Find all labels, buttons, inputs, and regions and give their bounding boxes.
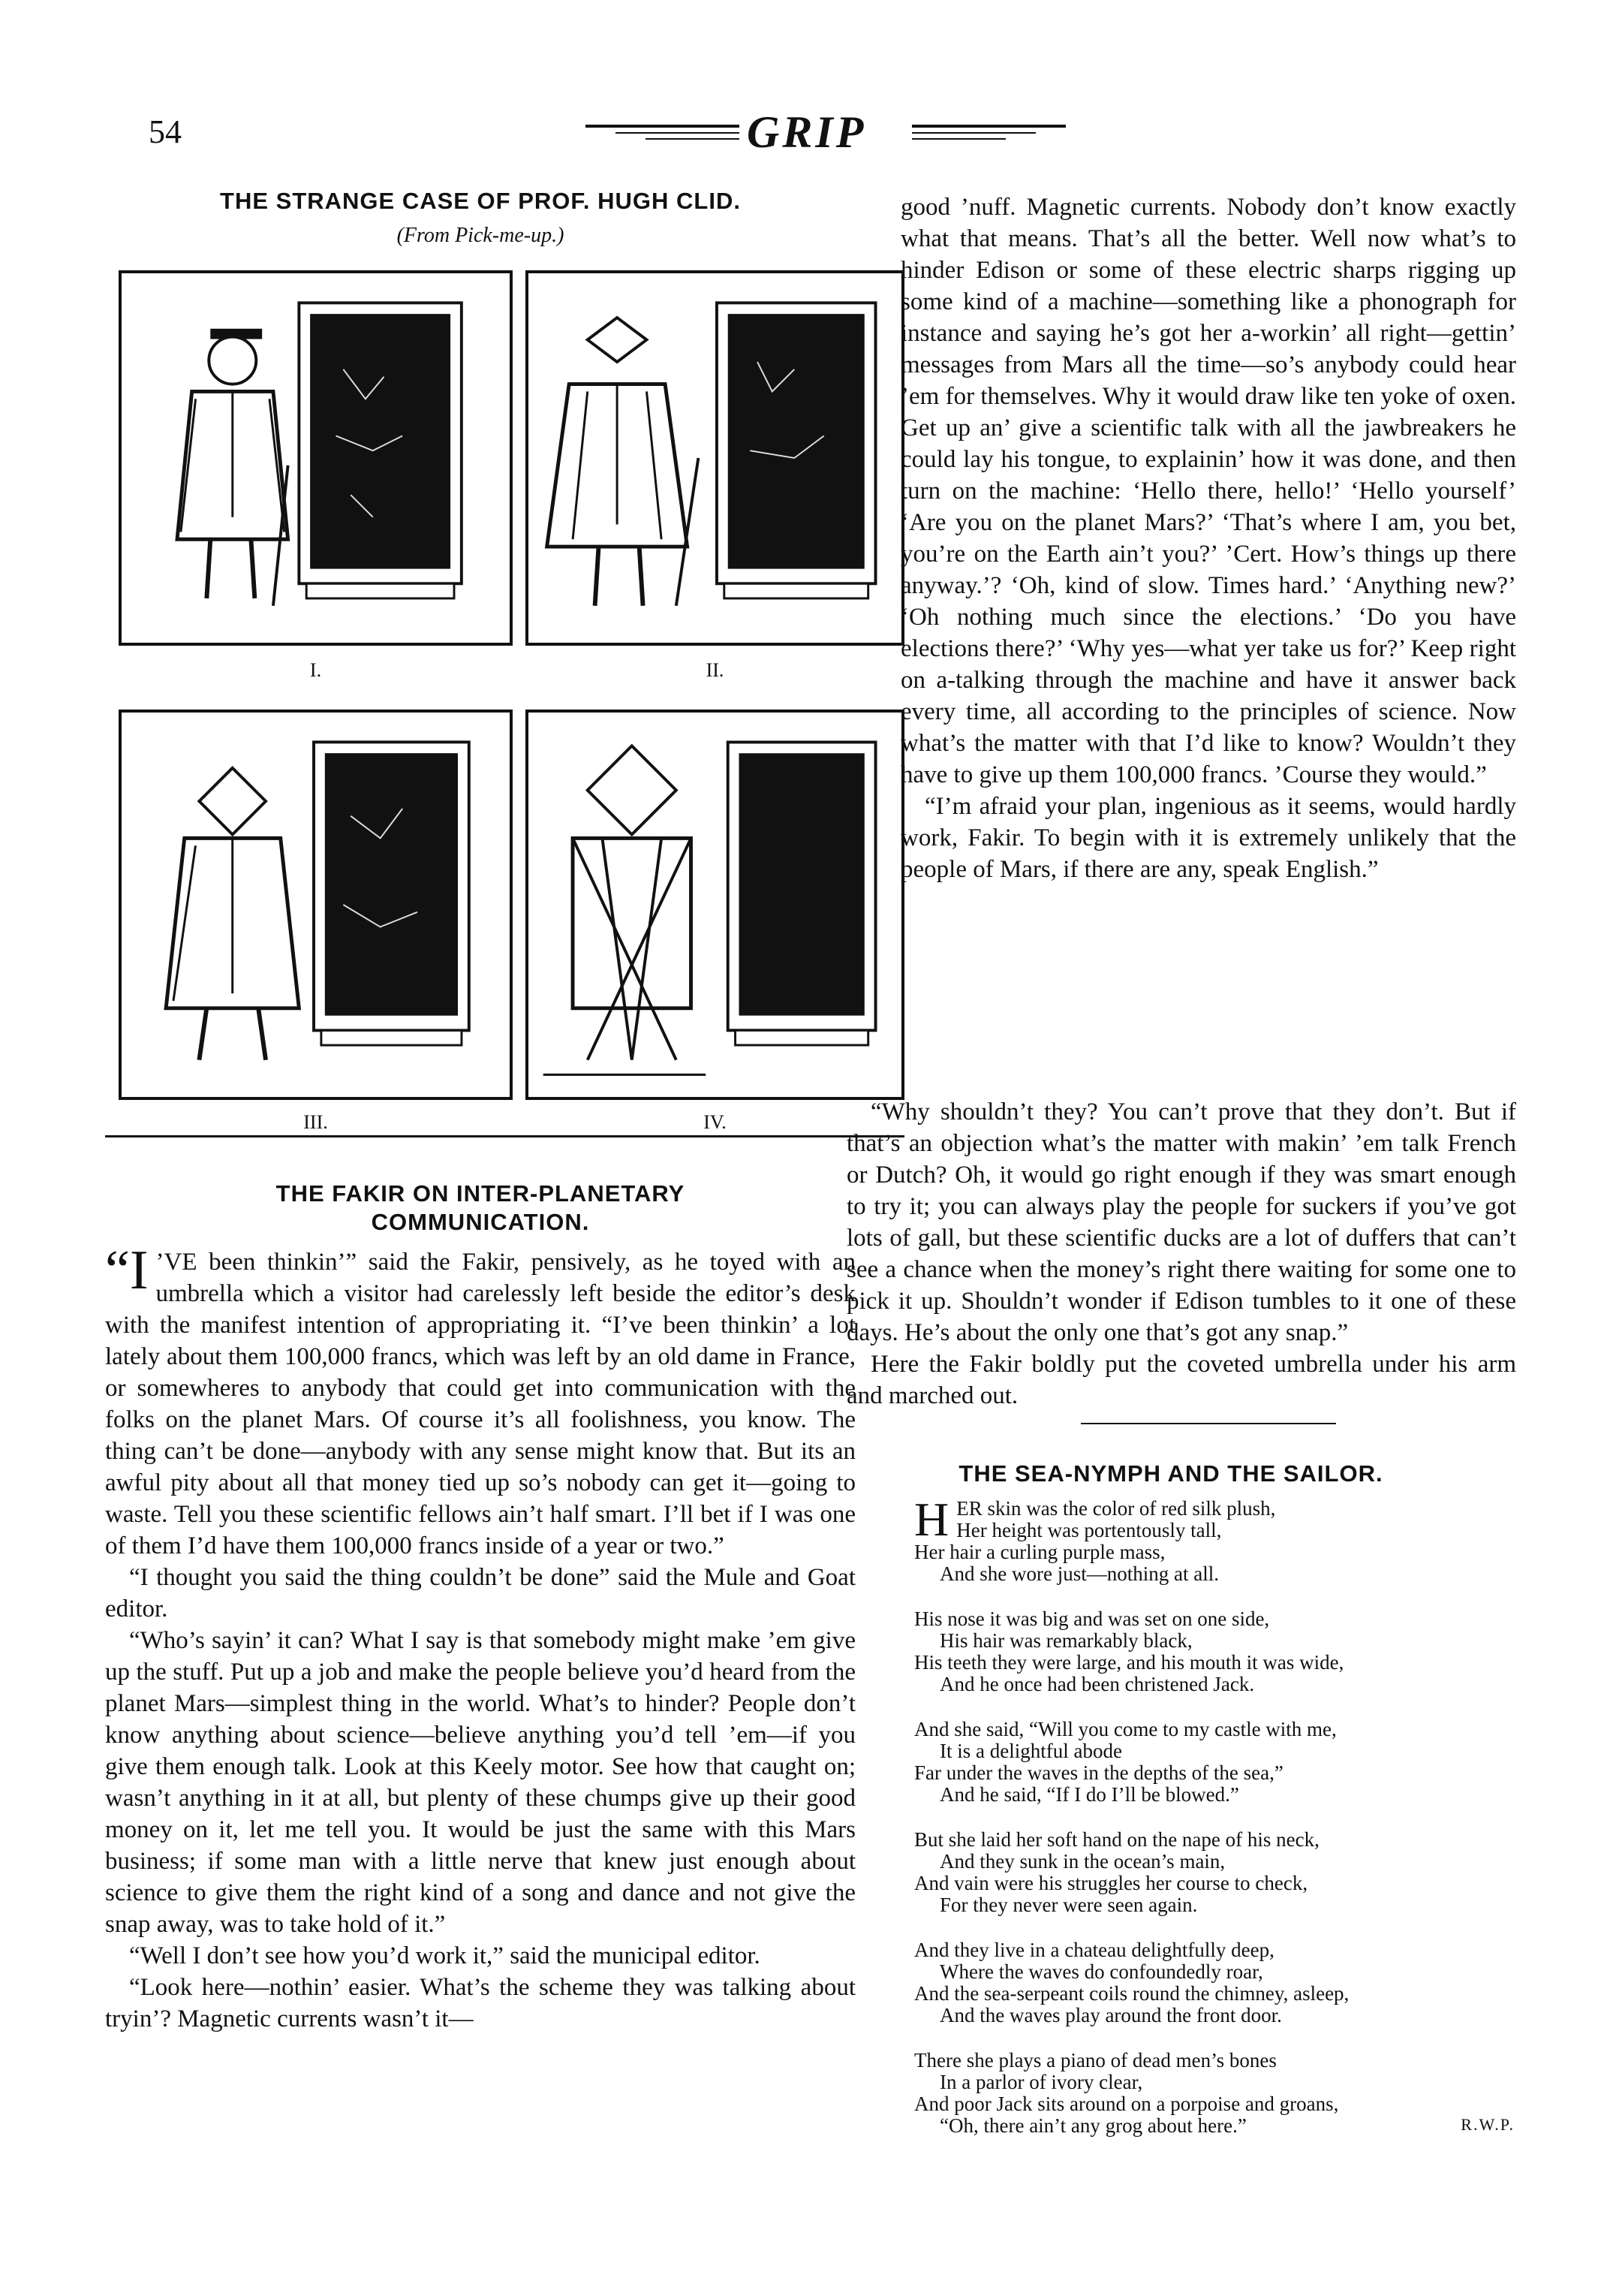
fakir-title-line-2: COMMUNICATION. xyxy=(371,1209,590,1235)
poem-line: Her hair a curling purple mass, xyxy=(914,1541,1166,1563)
fakir-column-right-top xyxy=(901,191,1516,885)
fakir-paragraph-1-text: ’VE been thinkin’” said the Fakir, pensively, as he toyed with an umbrella which a visitor had carelessly left beside the editor’s desk with the manifest intention of appropriating it. “I’ve been thinkin’ a lot lately about them 100,000 francs, which was left by an old dame in France, or somewheres to anybody that could get into communication with the folks on the planet Mars. Of course it’s all foolishness, you know. The thing can’t be done—anybody with any sense might know that. But its an awful pity about all that money tied up so’s nobody can get it—going to waste. Tell you these scientific fellows ain’t half smart. I’ll bet if I was one of them I’d have them 100,000 francs inside of a year or two.” xyxy=(105,1249,856,1559)
professor-blackboard-illustration xyxy=(122,713,510,1097)
fakir-paragraph-7: “I’m afraid your plan, ingenious as it seems, would hardly work, Fakir. To begin with it is extremely unlikely that the people of Mars, if there are any, speak English.” xyxy=(901,793,1516,883)
comic-title: THE STRANGE CASE OF PROF. HUGH CLID. xyxy=(220,188,741,214)
professor-blackboard-illustration xyxy=(528,273,901,643)
fakir-paragraph-5: “Look here—nothin’ easier. What’s the scheme they was talking about tryin’? Magnetic currents wasn’t it— xyxy=(105,1974,856,2032)
fakir-paragraph-8: “Why shouldn’t they? You can’t prove that they don’t. But if that’s an objection what’s the matter with makin’ ’em talk French or Dutch? Oh, it would go right enough if they was smart enough to try it; you can always play the people for suckers if you’ve got lots of gall, but these scientific ducks are a lot of duffers that can’t see a chance when the money’s right there waiting for some one to pick it up. Shouldn’t wonder if Edison tumbles to it one of these days. He’s about the only one that’s got any snap.” xyxy=(847,1098,1516,1346)
drop-quote: “ xyxy=(105,1240,130,1301)
comic-panel-2-label: II. xyxy=(706,659,724,681)
poem-stanza xyxy=(914,2050,1515,2137)
comic-panel-1-label: I. xyxy=(309,659,322,681)
poem-line: “Oh, there ain’t any grog about here.” xyxy=(940,2114,1247,2137)
poem-stanza xyxy=(914,1608,1515,1695)
masthead-rule-right-3 xyxy=(912,138,1006,140)
poem-stanza xyxy=(914,1829,1515,1916)
fakir-column-left xyxy=(105,1240,856,2035)
professor-blackboard-illustration xyxy=(528,713,901,1097)
poem-line: ER skin was the color of red silk plush, xyxy=(956,1497,1276,1520)
masthead-title: GRIP xyxy=(747,107,867,157)
comic-panel-2 xyxy=(525,270,904,646)
poem-line: And he once had been christened Jack. xyxy=(940,1673,1255,1695)
poem-line: And the sea-serpeant coils round the chimney, asleep, xyxy=(914,1982,1350,2005)
poem-line: And the waves play around the front door. xyxy=(940,2004,1282,2026)
fakir-paragraph-1 xyxy=(105,1240,856,1562)
page-number: 54 xyxy=(149,113,182,150)
poem-line: And they sunk in the ocean’s main, xyxy=(940,1850,1226,1873)
poem-title: THE SEA-NYMPH AND THE SAILOR. xyxy=(958,1460,1383,1487)
fakir-paragraph-9: Here the Fakir boldly put the coveted umbrella under his arm and marched out. xyxy=(847,1351,1516,1409)
poem-drop-cap: H xyxy=(914,1493,949,1546)
poem-line: Far under the waves in the depths of the sea,” xyxy=(914,1761,1284,1784)
fakir-title-line-1: THE FAKIR ON INTER-PLANETARY xyxy=(275,1180,685,1207)
poem-line: And he said, “If I do I’ll be blowed.” xyxy=(940,1783,1239,1806)
comic-panel-4 xyxy=(525,710,904,1100)
drop-cap-i xyxy=(105,1240,149,1301)
poem-line: And poor Jack sits around on a porpoise and groans, xyxy=(914,2093,1339,2115)
masthead-rule-left xyxy=(585,125,739,128)
poem-line: His nose it was big and was set on one side, xyxy=(914,1608,1270,1630)
masthead xyxy=(585,107,1066,157)
fakir-column-right-bottom xyxy=(847,1096,1516,1412)
poem-line: Her height was portentously tall, xyxy=(956,1519,1222,1541)
poem-line: And they live in a chateau delightfully deep, xyxy=(914,1939,1274,1961)
comic-panel-4-label: IV. xyxy=(703,1111,727,1133)
poem-line: And she said, “Will you come to my castle with me, xyxy=(914,1718,1337,1740)
comic-panel-1 xyxy=(119,270,513,646)
comic-source: (From Pick-me-up.) xyxy=(396,224,564,247)
poem-line: There she plays a piano of dead men’s bones xyxy=(914,2049,1277,2072)
comic-panel-3 xyxy=(119,710,513,1100)
section-divider xyxy=(105,1135,904,1137)
fakir-paragraph-3: “Who’s sayin’ it can? What I say is that somebody might make ’em give up the stuff. Put up a job and make the people believe you’d heard from the planet Mars—simplest thing in the world. What’s to hinder? People don’t know anything about science—believe anything you’d tell ’em—if you give them enough talk. Look at this Keely motor. See how that caught on; wasn’t anything in it at all, but plenty of these chumps give up their good money on it, let me tell you. It would be just the same with this Mars business; if some man with a little nerve that knew just enough about science to give them the right kind of a song and dance and not give the snap away, was to take hold of it.” xyxy=(105,1627,856,1938)
poem-line: And she wore just—nothing at all. xyxy=(940,1562,1219,1585)
masthead-rule-left-3 xyxy=(646,138,739,140)
drop-letter: I xyxy=(129,1240,149,1301)
professor-blackboard-illustration xyxy=(122,273,510,643)
poem-line: His hair was remarkably black, xyxy=(940,1629,1193,1652)
poem-stanza xyxy=(914,1493,1515,1585)
masthead-rule-right-2 xyxy=(912,132,1036,134)
comic-panel-3-label: III. xyxy=(303,1111,328,1133)
poem-stanza xyxy=(914,1719,1515,1806)
poem-line: Where the waves do confoundedly roar, xyxy=(940,1960,1263,1983)
masthead-rule-right xyxy=(912,125,1066,128)
poem-line: It is a delightful abode xyxy=(940,1740,1122,1762)
poem-line: And vain were his struggles her course to check, xyxy=(914,1872,1308,1894)
poem-stanza xyxy=(914,1939,1515,2026)
fakir-paragraph-2: “I thought you said the thing couldn’t be done” said the Mule and Goat editor. xyxy=(105,1564,856,1623)
fakir-paragraph-4: “Well I don’t see how you’d work it,” said the municipal editor. xyxy=(129,1942,760,1969)
masthead-rule-left-2 xyxy=(615,132,739,134)
poem-line: But she laid her soft hand on the nape of his neck, xyxy=(914,1828,1320,1851)
poem-body xyxy=(914,1493,1515,2160)
fakir-paragraph-6: good ’nuff. Magnetic currents. Nobody don’t know exactly what that means. That’s all the better. Well now what’s to hinder Edison or some of these electric sharps rigging up some kind of a machine—something like a phonograph for instance and saying he’s got her a-workin’ all right—gettin’ messages from Mars all the time—so’s anybody could hear ’em for themselves. Why it would draw like ten yoke of oxen. Get up an’ give a scientific talk with all the jawbreakers he could lay his tongue, to explainin’ how it was done, and then turn on the machine: ‘Hello there, hello!’ ‘Hello yourself’ ‘Are you on the planet Mars?’ ‘That’s where I am, you bet, you’re on the Earth ain’t you?’ ’Cert. How’s things up there anyway.’? ‘Oh, kind of slow. Times hard.’ ‘Anything new?’ ‘Oh nothing much since the elections.’ ‘Do you have elections there?’ ‘Why yes—what yer take us for?’ Keep right on a-talking through the machine and have it answer back every time, all according to the principles of science. Now what’s the matter with that I’d like to know? Wouldn’t they have to give up them 100,000 francs. ’Course they would.” xyxy=(901,194,1516,788)
poem-line: For they never were seen again. xyxy=(940,1894,1198,1916)
poem-line: In a parlor of ivory clear, xyxy=(940,2071,1143,2093)
poem-line: His teeth they were large, and his mouth it was wide, xyxy=(914,1651,1344,1674)
poem-signature: R.W.P. xyxy=(1461,2115,1515,2134)
poem-divider xyxy=(1081,1423,1336,1424)
